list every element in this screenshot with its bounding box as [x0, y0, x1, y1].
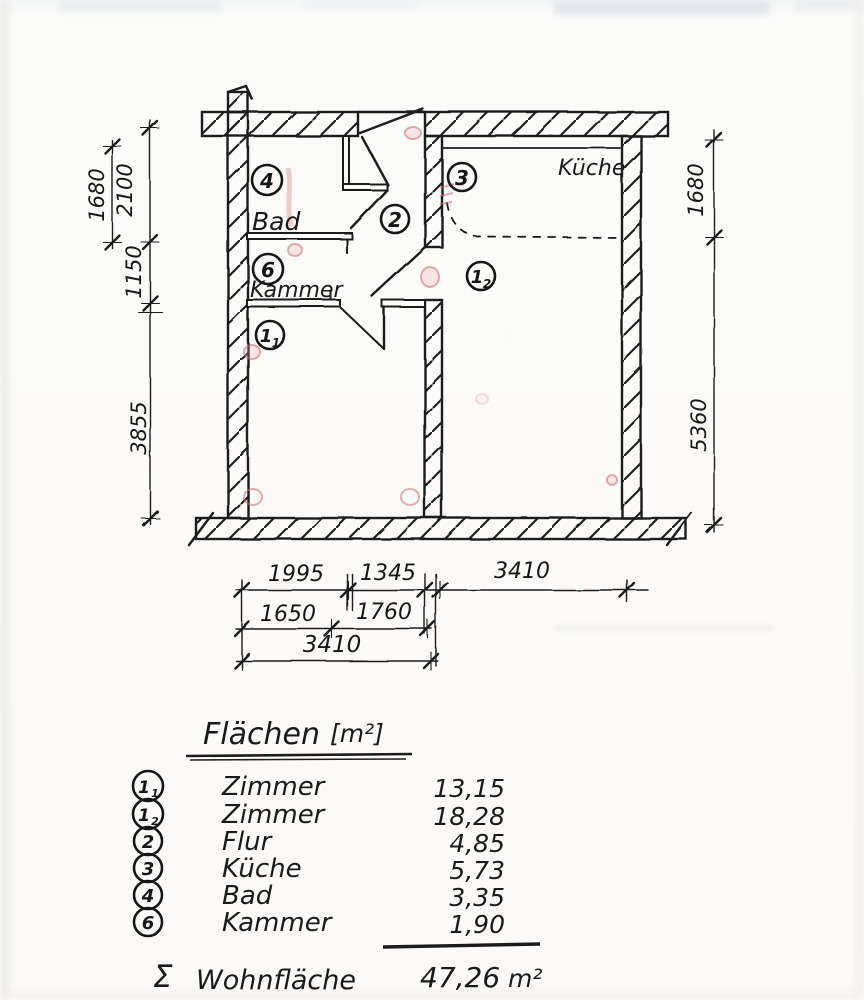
room-zimmer2: [467, 262, 495, 291]
dim-left-outer: 1680: [85, 168, 109, 222]
room-number: 4: [260, 169, 274, 193]
dimension-labels: [85, 163, 711, 658]
zimmer1-door-swing: [341, 308, 384, 349]
room-number: 1: [259, 326, 273, 347]
dim-bottom2-1: 1650: [260, 602, 316, 627]
bad-door-niche-wall: [343, 184, 387, 190]
row-label: Zimmer: [222, 772, 325, 802]
title-underline: [186, 754, 412, 756]
room-kammer: [250, 254, 345, 303]
title-underline-2: [190, 759, 406, 760]
row-number-sub: 1: [151, 787, 159, 800]
table-title-unit: [m²]: [330, 719, 384, 748]
row-value: 13,15: [433, 774, 505, 803]
row-value: 3,35: [449, 883, 505, 912]
row-number: 1: [138, 778, 150, 798]
room-flur: [381, 205, 409, 233]
room-number: 6: [261, 258, 275, 282]
table-row: [133, 771, 505, 803]
red-mark: [288, 244, 302, 256]
zimmer2-door-swing: [372, 247, 425, 296]
wall-bottom: [196, 518, 686, 539]
table-title: Flächen: [203, 717, 320, 752]
row-label: Kammer: [222, 908, 332, 938]
flur-bottom-wall: [382, 300, 425, 307]
room-name: Kammer: [250, 278, 343, 303]
scan-fold-line: [556, 626, 771, 630]
row-number: 4: [141, 886, 155, 907]
room-bad: [252, 165, 300, 236]
red-mark: [405, 127, 421, 139]
kueche-zimmer-dashed-boundary: [447, 203, 622, 238]
row-label: Küche: [222, 854, 302, 884]
room-number: 3: [455, 166, 469, 190]
entry-door-swing: [362, 137, 388, 185]
room-name: Bad: [252, 207, 301, 236]
total-label: Wohnfläche: [196, 965, 356, 996]
row-label: Flur: [222, 827, 272, 857]
row-value: 1,90: [449, 910, 505, 939]
bad-right-wall: [343, 136, 349, 188]
room-zimmer1: [256, 321, 284, 350]
table-row: [134, 908, 505, 939]
room-number: 2: [388, 208, 402, 232]
dim-left-1: 2100: [113, 163, 137, 217]
dim-left-3: 3855: [127, 401, 151, 455]
row-number-sub: 2: [151, 815, 159, 828]
row-number: 6: [141, 913, 155, 934]
table-row: [134, 854, 505, 885]
table-row: [133, 799, 505, 831]
dim-bottom1-3: 3410: [494, 559, 550, 584]
room-kueche: [448, 156, 625, 191]
wall-stub-top-left: [228, 92, 248, 112]
red-mark: [607, 475, 617, 485]
table-total-row: [153, 959, 542, 996]
doors: [341, 109, 425, 349]
dim-right-1: 1680: [684, 163, 708, 217]
room-name: Küche: [558, 156, 626, 181]
total-unit: m²: [508, 964, 543, 993]
row-value: 5,73: [449, 856, 505, 885]
wall-left: [228, 112, 248, 518]
red-ring: [401, 489, 419, 505]
total-rule: [383, 944, 540, 947]
room-number: 1: [470, 267, 484, 288]
red-mark: [421, 267, 439, 287]
area-table: [133, 717, 542, 996]
dim-bottom1-1: 1995: [268, 562, 324, 587]
dim-bottom1-2: 1345: [360, 561, 416, 586]
row-value: 4,85: [449, 829, 505, 858]
wall-right: [622, 136, 641, 518]
dim-bottom3-1: 3410: [302, 632, 362, 658]
dim-bottom2-2: 1760: [356, 600, 412, 625]
room-number-sub: 2: [482, 277, 492, 291]
row-number: 2: [141, 832, 155, 853]
wall-middle-lower: [425, 300, 442, 518]
row-number: 3: [141, 859, 155, 880]
total-value: 47,26: [420, 961, 501, 994]
dim-right-2: 5360: [687, 398, 711, 452]
row-label: Zimmer: [222, 800, 325, 830]
sigma-symbol: Σ: [153, 959, 173, 995]
wall-middle-upper: [425, 136, 442, 247]
wall-top-left-segment: [202, 112, 358, 136]
red-mark: [476, 394, 488, 404]
room-number-sub: 1: [271, 336, 281, 350]
row-number: 1: [138, 806, 150, 826]
table-row: [134, 827, 505, 858]
row-label: Bad: [222, 881, 273, 911]
red-mark: [244, 345, 260, 359]
dim-left-2: 1150: [122, 245, 146, 299]
wall-top-right-segment: [425, 112, 668, 136]
row-value: 18,28: [433, 802, 505, 831]
